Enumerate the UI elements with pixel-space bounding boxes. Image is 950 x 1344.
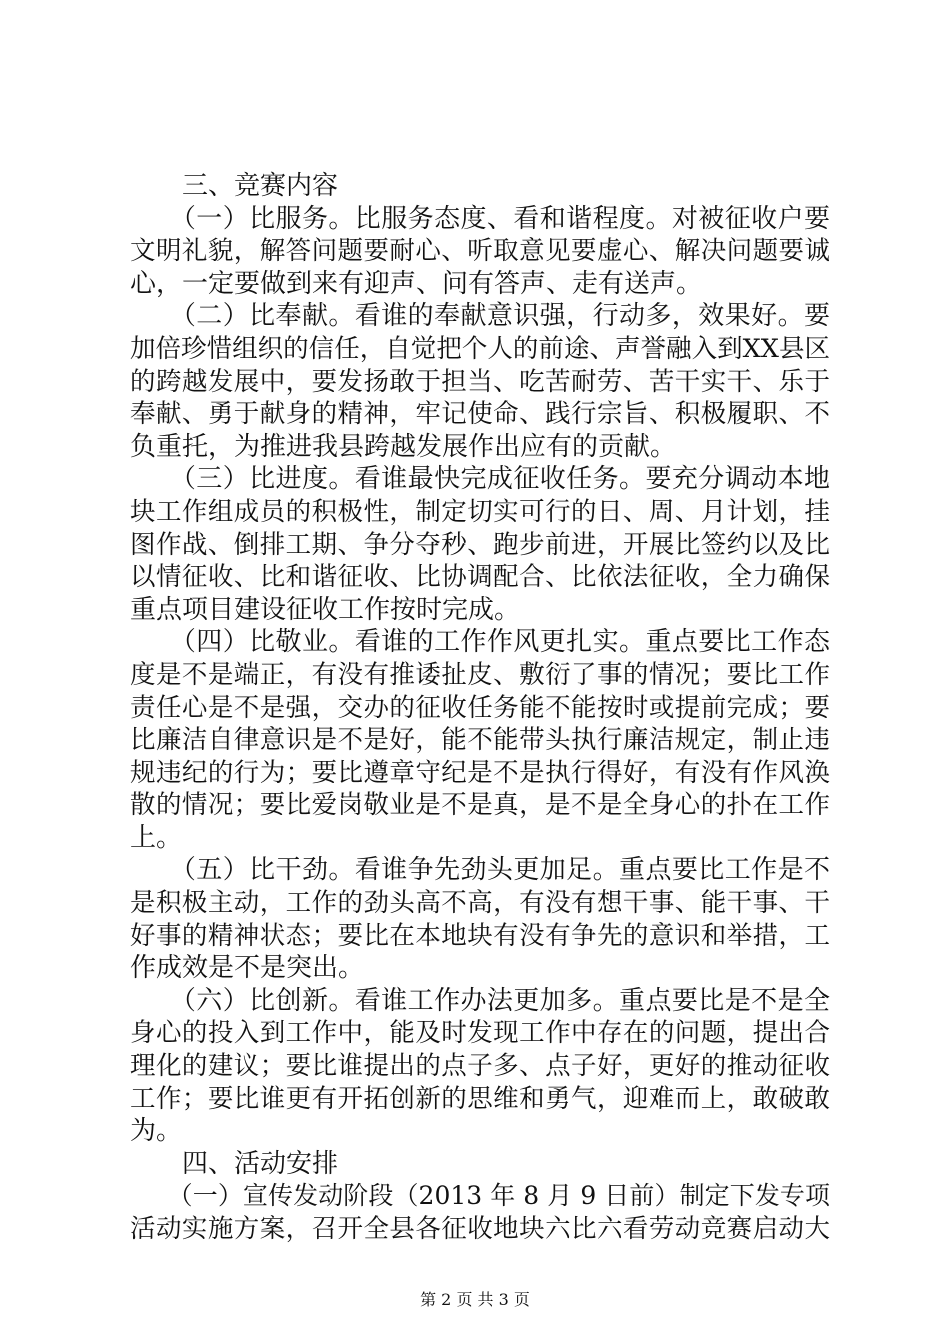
text-line: （三）比进度。看谁最快完成征收任务。要充分调动本地 xyxy=(130,464,830,495)
text-line: （五）比干劲。看谁争先劲头更加足。重点要比工作是不 xyxy=(130,855,830,886)
text-line: 活动实施方案，召开全县各征收地块六比六看劳动竞赛启动大 xyxy=(130,1214,830,1244)
text-line: 工作；要比谁更有开拓创新的思维和勇气，迎难而上，敢破敢 xyxy=(130,1083,830,1114)
text-line: 上。 xyxy=(130,822,183,853)
text-line: 加倍珍惜组织的信任，自觉把个人的前途、声誉融入到XX县区 xyxy=(130,333,830,364)
text-line: 四、活动安排 xyxy=(130,1148,339,1179)
text-line: 心，一定要做到来有迎声、问有答声、走有送声。 xyxy=(130,268,703,299)
text-line: 度是不是端正，有没有推诿扯皮、敷衍了事的情况；要比工作 xyxy=(130,659,830,690)
text-line: 散的情况；要比爱岗敬业是不是真，是不是全身心的扑在工作 xyxy=(130,790,830,821)
document-body xyxy=(130,170,830,1246)
text-line: 责任心是不是强，交办的征收任务能不能按时或提前完成；要 xyxy=(130,692,830,723)
text-line: 是积极主动，工作的劲头高不高，有没有想干事、能干事、干 xyxy=(130,888,830,919)
text-line: 规违纪的行为；要比遵章守纪是不是执行得好，有没有作风涣 xyxy=(130,757,830,788)
text-line: 图作战、倒排工期、争分夺秒、跑步前进，开展比签约以及比 xyxy=(130,529,830,560)
text-line: 负重托，为推进我县跨越发展作出应有的贡献。 xyxy=(130,431,677,462)
text-line: （四）比敬业。看谁的工作作风更扎实。重点要比工作态 xyxy=(130,627,830,658)
text-line: 文明礼貌，解答问题要耐心、听取意见要虚心、解决问题要诚 xyxy=(130,236,830,267)
text-line: 比廉洁自律意识是不是好，能不能带头执行廉洁规定，制止违 xyxy=(130,725,830,756)
text-line: 理化的建议；要比谁提出的点子多、点子好，更好的推动征收 xyxy=(130,1051,830,1082)
text-line: 以情征收、比和谐征收、比协调配合、比依法征收，全力确保 xyxy=(130,562,830,593)
page-footer xyxy=(0,1290,950,1310)
text-line: （一）比服务。比服务态度、看和谐程度。对被征收户要 xyxy=(130,203,830,234)
text-line: 好事的精神状态；要比在本地块有没有争先的意识和举措，工 xyxy=(130,920,830,951)
text-line: 为。 xyxy=(130,1116,183,1147)
text-line: 块工作组成员的积极性，制定切实可行的日、周、月计划，挂 xyxy=(130,496,830,527)
text-line: 奉献、勇于献身的精神，牢记使命、践行宗旨、积极履职、不 xyxy=(130,399,830,430)
text-line: 身心的投入到工作中，能及时发现工作中存在的问题，提出合 xyxy=(130,1018,830,1049)
page-number: 第 2 页 共 3 页 xyxy=(420,1290,530,1309)
text-line: （二）比奉献。看谁的奉献意识强，行动多，效果好。要 xyxy=(130,301,830,332)
text-line: （一）宣传发动阶段（2013 年 8 月 9 日前）制定下发专项 xyxy=(130,1181,830,1211)
text-line: 的跨越发展中，要发扬敢于担当、吃苦耐劳、苦干实干、乐于 xyxy=(130,366,830,397)
text-line: 重点项目建设征收工作按时完成。 xyxy=(130,594,521,625)
text-line: （六）比创新。看谁工作办法更加多。重点要比是不是全 xyxy=(130,985,830,1016)
text-line: 作成效是不是突出。 xyxy=(130,953,365,984)
text-line: 三、竞赛内容 xyxy=(130,171,339,201)
